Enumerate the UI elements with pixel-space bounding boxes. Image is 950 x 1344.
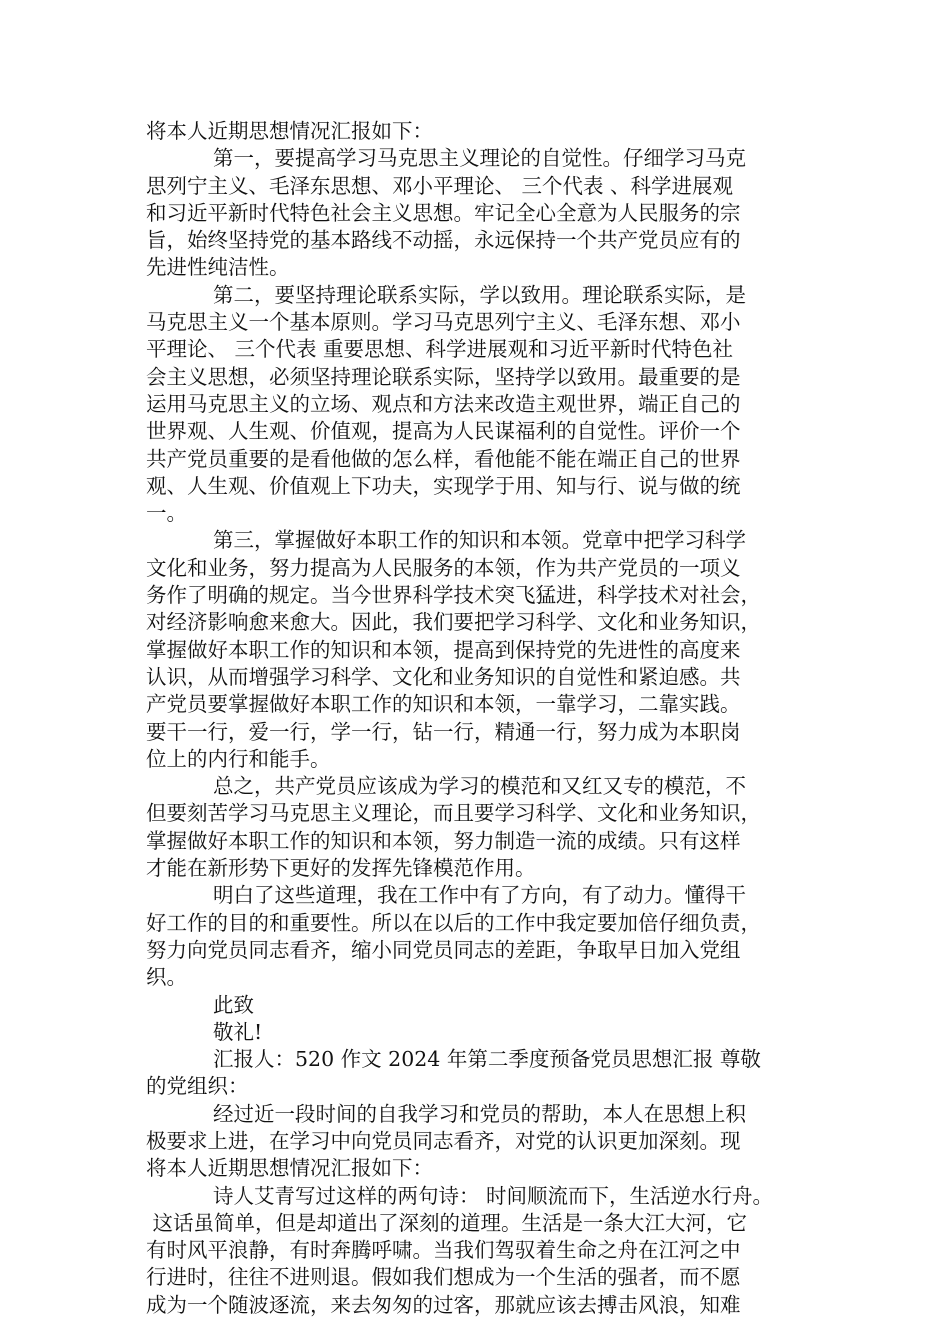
text-line: 将本人近期思想情况汇报如下： bbox=[146, 1156, 433, 1181]
text-line: 诗人艾青写过这样的两句诗： 时间顺流而下，生活逆水行舟。 bbox=[213, 1183, 774, 1208]
text-line: 掌握做好本职工作的知识和本领，努力制造一流的成绩。只有这样 bbox=[146, 828, 741, 853]
text-line: 这话虽简单，但是却道出了深刻的道理。生活是一条大江大河，它 bbox=[146, 1210, 748, 1235]
text-line: 文化和业务，努力提高为人民服务的本领，作为共产党员的一项义 bbox=[146, 555, 741, 580]
text-line: 要干一行，爱一行，学一行，钻一行，精通一行，努力成为本职岗 bbox=[146, 719, 741, 744]
text-line: 经过近一段时间的自我学习和党员的帮助，本人在思想上积 bbox=[213, 1101, 746, 1126]
text-line: 位上的内行和能手。 bbox=[146, 746, 331, 771]
text-line: 第二，要坚持理论联系实际，学以致用。理论联系实际，是 bbox=[213, 282, 746, 307]
text-line: 极要求上进，在学习中向党员同志看齐，对党的认识更加深刻。现 bbox=[146, 1128, 741, 1153]
text-line: 和习近平新时代特色社会主义思想。牢记全心全意为人民服务的宗 bbox=[146, 200, 741, 225]
text-line: 先进性纯洁性。 bbox=[146, 255, 290, 280]
text-line: 努力向党员同志看齐，缩小同党员同志的差距，争取早日加入党组 bbox=[146, 937, 741, 962]
text-line: 一。 bbox=[146, 501, 187, 526]
text-line: 平理论、 三个代表 重要思想、科学进展观和习近平新时代特色社 bbox=[146, 337, 734, 362]
text-line: 才能在新形势下更好的发挥先锋模范作用。 bbox=[146, 856, 536, 881]
text-line: 对经济影响愈来愈大。因此，我们要把学习科学、文化和业务知识， bbox=[146, 610, 761, 635]
text-line: 思列宁主义、毛泽东思想、邓小平理论、 三个代表 、科学进展观 bbox=[146, 173, 734, 198]
text-line: 总之，共产党员应该成为学习的模范和又红又专的模范，不 bbox=[213, 774, 746, 799]
text-line: 会主义思想，必须坚持理论联系实际，坚持学以致用。最重要的是 bbox=[146, 364, 741, 389]
text-line: 敬礼! bbox=[213, 1019, 263, 1044]
document-page bbox=[146, 118, 814, 1319]
text-line: 行进时，往往不进则退。假如我们想成为一个生活的强者，而不愿 bbox=[146, 1265, 741, 1290]
text-line: 第三，掌握做好本职工作的知识和本领。党章中把学习科学 bbox=[213, 528, 746, 553]
text-line: 将本人近期思想情况汇报如下： bbox=[146, 119, 433, 143]
text-line: 世界观、人生观、价值观，提高为人民谋福利的自觉性。评价一个 bbox=[146, 419, 741, 444]
text-line: 认识，从而增强学习科学、文化和业务知识的自觉性和紧迫感。共 bbox=[146, 664, 741, 689]
text-line: 汇报人：520 作文 2024 年第二季度预备党员思想汇报 尊敬 bbox=[213, 1047, 761, 1072]
text-line: 的党组织： bbox=[146, 1074, 249, 1099]
text-line: 第一，要提高学习马克思主义理论的自觉性。仔细学习马克 bbox=[213, 146, 746, 171]
text-line: 但要刻苦学习马克思主义理论，而且要学习科学、文化和业务知识， bbox=[146, 801, 761, 826]
text-line: 运用马克思主义的立场、观点和方法来改造主观世界，端正自己的 bbox=[146, 391, 741, 416]
text-line: 有时风平浪静，有时奔腾呼啸。当我们驾驭着生命之舟在江河之中 bbox=[146, 1238, 741, 1263]
text-line: 织。 bbox=[146, 965, 187, 990]
text-line: 明白了这些道理，我在工作中有了方向，有了动力。懂得干 bbox=[213, 883, 746, 908]
text-line: 马克思主义一个基本原则。学习马克思列宁主义、毛泽东想、邓小 bbox=[146, 310, 741, 335]
text-line: 共产党员重要的是看他做的怎么样，看他能不能在端正自己的世界 bbox=[146, 446, 741, 471]
text-line: 观、人生观、价值观上下功夫，实现学于用、知与行、说与做的统 bbox=[146, 473, 741, 498]
text-line: 好工作的目的和重要性。所以在以后的工作中我定要加倍仔细负责， bbox=[146, 910, 761, 935]
text-line: 产党员要掌握做好本职工作的知识和本领，一靠学习，二靠实践。 bbox=[146, 692, 741, 717]
text-line: 成为一个随波逐流，来去匆匆的过客，那就应该去搏击风浪，知难 bbox=[146, 1292, 741, 1317]
text-line: 掌握做好本职工作的知识和本领，提高到保持党的先进性的高度来 bbox=[146, 637, 741, 662]
text-line: 务作了明确的规定。当今世界科学技术突飞猛进，科学技术对社会， bbox=[146, 583, 761, 608]
text-line: 旨，始终坚持党的基本路线不动摇，永远保持一个共产党员应有的 bbox=[146, 228, 741, 253]
text-line: 此致 bbox=[213, 992, 254, 1017]
